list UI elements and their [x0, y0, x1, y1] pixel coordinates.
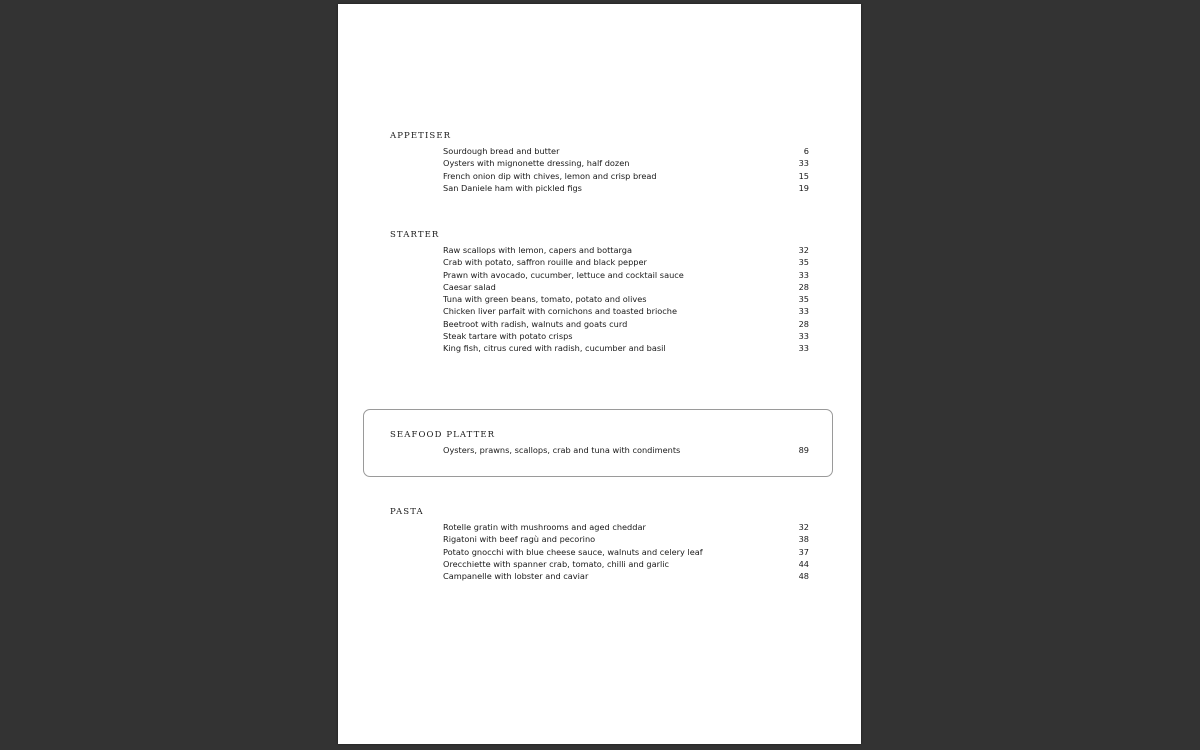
item-name: Crab with potato, saffron rouille and black pepper	[443, 257, 647, 268]
item-price: 19	[798, 182, 809, 193]
item-price: 44	[798, 558, 809, 569]
item-price: 32	[798, 245, 809, 255]
menu-item	[443, 157, 809, 169]
item-price: 33	[798, 269, 809, 280]
item-name: Steak tartare with potato crisps	[443, 331, 573, 342]
menu-item	[443, 145, 809, 157]
item-name: Prawn with avocado, cucumber, lettuce and cocktail sauce	[443, 269, 684, 280]
item-name: King fish, citrus cured with radish, cucumber and basil	[443, 343, 666, 354]
item-name: Caesar salad	[443, 281, 496, 292]
menu-item	[443, 546, 809, 558]
menu-item	[443, 318, 809, 330]
seafood-platter-box	[363, 409, 833, 477]
item-price: 32	[798, 522, 809, 532]
menu-item	[443, 293, 809, 305]
item-name: Rigatoni with beef ragù and pecorino	[443, 534, 596, 545]
menu-item	[443, 256, 809, 268]
menu-item	[443, 330, 809, 342]
item-price: 28	[798, 318, 809, 329]
menu-item	[443, 170, 809, 182]
item-price: 6	[803, 146, 809, 156]
item-name: Potato gnocchi with blue cheese sauce, walnuts and celery leaf	[443, 546, 703, 557]
item-price: 38	[798, 534, 809, 545]
menu-item	[443, 182, 809, 194]
item-list	[443, 244, 809, 355]
menu-item	[443, 305, 809, 317]
section-heading: SEAFOOD PLATTER	[390, 430, 496, 440]
item-name: Oysters, prawns, scallops, crab and tuna with condiments	[443, 445, 681, 455]
menu-item	[443, 244, 809, 256]
menu-item	[443, 269, 809, 281]
item-name: French onion dip with chives, lemon and crisp bread	[443, 170, 657, 181]
section-heading: APPETISER	[390, 131, 452, 141]
item-name: Rotelle gratin with mushrooms and aged cheddar	[443, 522, 646, 532]
menu-page	[338, 4, 861, 744]
menu-item	[443, 558, 809, 570]
item-price: 33	[798, 158, 809, 169]
item-name: Campanelle with lobster and caviar	[443, 571, 589, 582]
item-price: 89	[798, 445, 809, 455]
menu-item	[443, 521, 809, 533]
menu-item	[443, 533, 809, 545]
menu-item	[443, 281, 809, 293]
item-name: San Daniele ham with pickled figs	[443, 182, 582, 193]
section-heading: STARTER	[390, 230, 440, 240]
item-price: 35	[798, 257, 809, 268]
item-name: Chicken liver parfait with cornichons and toasted brioche	[443, 306, 677, 317]
item-name: Sourdough bread and butter	[443, 146, 560, 156]
item-price: 35	[798, 294, 809, 305]
item-price: 37	[798, 546, 809, 557]
item-price: 15	[798, 170, 809, 181]
item-name: Raw scallops with lemon, capers and bottarga	[443, 245, 632, 255]
item-name: Oysters with mignonette dressing, half dozen	[443, 158, 630, 169]
menu-item	[443, 342, 809, 354]
menu-item	[443, 570, 809, 582]
item-price: 33	[798, 306, 809, 317]
item-list	[443, 444, 809, 456]
section-heading: PASTA	[390, 507, 424, 517]
item-name: Beetroot with radish, walnuts and goats curd	[443, 318, 628, 329]
item-price: 28	[798, 281, 809, 292]
item-price: 33	[798, 343, 809, 354]
item-price: 48	[798, 571, 809, 582]
item-name: Tuna with green beans, tomato, potato and olives	[443, 294, 647, 305]
menu-item	[443, 444, 809, 456]
item-list	[443, 145, 809, 194]
item-list	[443, 521, 809, 582]
item-name: Orecchiette with spanner crab, tomato, chilli and garlic	[443, 558, 670, 569]
item-price: 33	[798, 331, 809, 342]
